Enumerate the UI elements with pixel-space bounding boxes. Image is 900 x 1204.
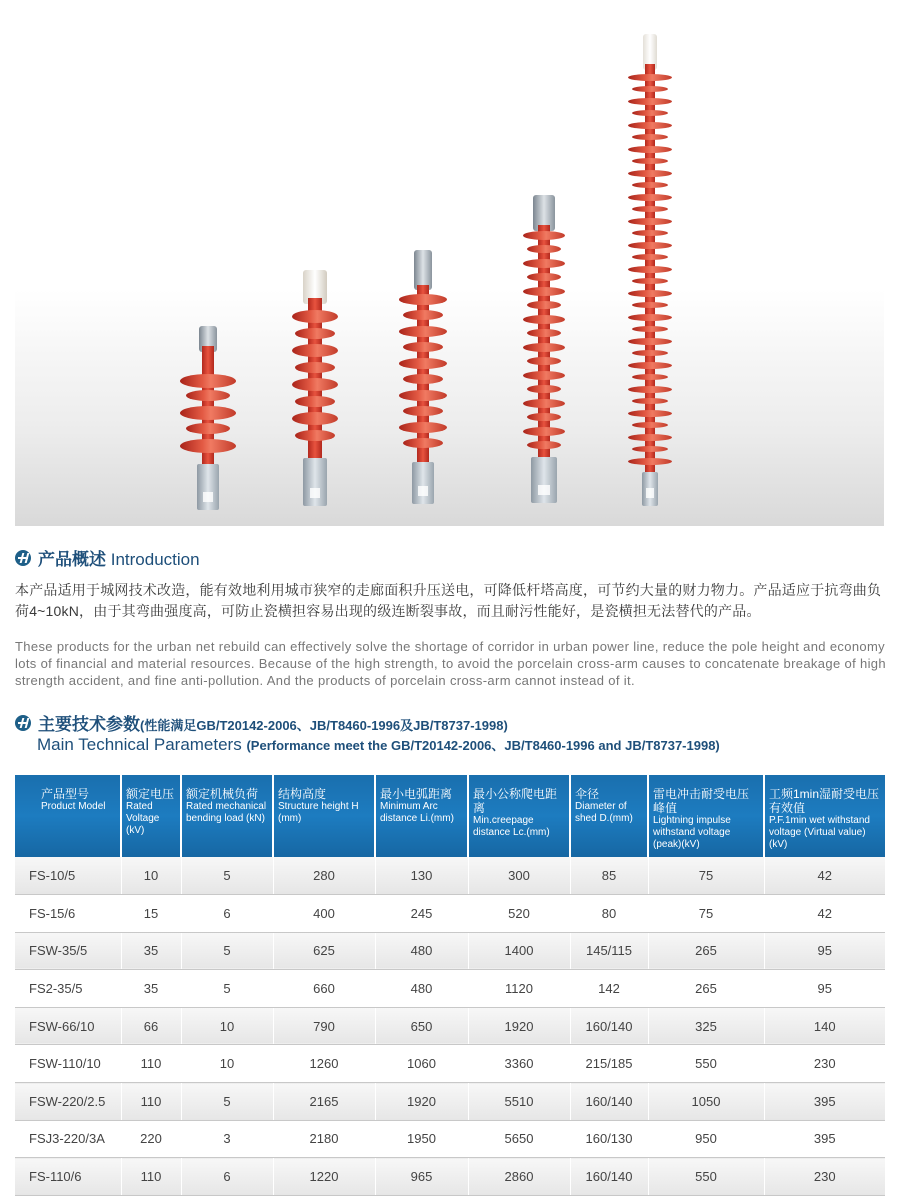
column-header [570,775,648,857]
intro-text-cn: 本产品适用于城网技术改造，能有效地利用城市狭窄的走廊面积升压送电，可降低杆塔高度，可节约大量的财力物力。产品适应于抗弯曲负荷4~10kN，由于其弯曲强度高，可防止瓷横担容易出现的级连断裂事故，而且耐污性能好，是瓷横担无法替代的产品。 [15,582,882,619]
table-row [15,932,885,970]
value-cell: 5510 [468,1083,570,1121]
value-cell: 325 [648,1007,764,1045]
value-cell: 35 [121,932,181,970]
value-cell: 1050 [648,1083,764,1121]
table-row [15,1158,885,1196]
column-header-cn: 伞径 [575,787,600,801]
wave-icon [15,715,31,731]
value-cell: 110 [121,1083,181,1121]
column-header-cn: 工频1min湿耐受电压有效值 [769,787,880,815]
intro-title-en: Introduction [110,550,200,569]
intro-heading [15,545,200,570]
column-header-en: Product Model [41,801,106,812]
value-cell: 245 [375,895,468,933]
column-header [468,775,570,857]
insulator-image [280,270,350,508]
value-cell: 160/140 [570,1083,648,1121]
value-cell: 35 [121,970,181,1008]
value-cell: 480 [375,932,468,970]
value-cell: 395 [764,1120,885,1158]
value-cell: 660 [273,970,375,1008]
table-row [15,1007,885,1045]
column-header-en: Minimum Arc distance Li.(mm) [380,801,454,824]
value-cell: 5 [181,1083,273,1121]
params-title-en: Main Technical Parameters [37,735,242,754]
column-header-cn: 最小公称爬电距离 [473,787,558,815]
value-cell: 215/185 [570,1045,648,1083]
model-cell: FSJ3-220/3A [15,1120,121,1158]
value-cell: 1120 [468,970,570,1008]
table-row [15,857,885,895]
value-cell: 42 [764,857,885,895]
value-cell: 5650 [468,1120,570,1158]
value-cell: 75 [648,895,764,933]
value-cell: 520 [468,895,570,933]
insulator-image [511,195,577,505]
value-cell: 550 [648,1158,764,1196]
value-cell: 6 [181,1158,273,1196]
model-cell: FSW-110/10 [15,1045,121,1083]
table-row [15,1120,885,1158]
value-cell: 10 [181,1007,273,1045]
value-cell: 1920 [375,1083,468,1121]
params-heading [15,710,508,735]
value-cell: 110 [121,1045,181,1083]
value-cell: 66 [121,1007,181,1045]
value-cell: 10 [121,857,181,895]
insulator-image [615,34,685,506]
value-cell: 1920 [468,1007,570,1045]
column-header [181,775,273,857]
column-header-en: Rated Voltage (kV) [126,801,160,836]
value-cell: 1060 [375,1045,468,1083]
value-cell: 5 [181,857,273,895]
column-header-cn: 最小电弧距离 [380,787,453,801]
table-row [15,1045,885,1083]
value-cell: 230 [764,1045,885,1083]
value-cell: 80 [570,895,648,933]
value-cell: 300 [468,857,570,895]
value-cell: 2860 [468,1158,570,1196]
table-row [15,970,885,1008]
insulator-image [390,250,456,505]
intro-title-cn: 产品概述 [38,550,106,569]
value-cell: 280 [273,857,375,895]
value-cell: 230 [764,1158,885,1196]
value-cell: 1950 [375,1120,468,1158]
model-cell: FSW-66/10 [15,1007,121,1045]
value-cell: 142 [570,970,648,1008]
value-cell: 1220 [273,1158,375,1196]
value-cell: 265 [648,970,764,1008]
column-header-cn: 产品型号 [41,787,90,801]
model-cell: FS-15/6 [15,895,121,933]
column-header-en: Structure height H (mm) [278,801,359,824]
value-cell: 145/115 [570,932,648,970]
product-photo [15,0,884,526]
params-title-cn: 主要技术参数 [38,715,140,734]
params-note-en: (Performance meet the GB/T20142-2006、JB/T8460-1996 and JB/T8737-1998) [246,738,720,753]
table-header-row [15,775,885,857]
value-cell: 480 [375,970,468,1008]
value-cell: 220 [121,1120,181,1158]
column-header [121,775,181,857]
value-cell: 130 [375,857,468,895]
model-cell: FS-110/6 [15,1158,121,1196]
value-cell: 140 [764,1007,885,1045]
params-note-cn: (性能满足GB/T20142-2006、JB/T8460-1996及JB/T8737-1998) [140,718,508,733]
value-cell: 75 [648,857,764,895]
column-header-en: Min.creepage distance Lc.(mm) [473,815,550,838]
value-cell: 160/130 [570,1120,648,1158]
value-cell: 2165 [273,1083,375,1121]
column-header [273,775,375,857]
column-header-cn: 额定电压 [126,787,175,801]
parameters-table [15,775,885,1196]
value-cell: 95 [764,970,885,1008]
table-row [15,1083,885,1121]
value-cell: 15 [121,895,181,933]
value-cell: 650 [375,1007,468,1045]
value-cell: 1400 [468,932,570,970]
column-header-cn: 结构高度 [278,787,327,801]
value-cell: 110 [121,1158,181,1196]
value-cell: 550 [648,1045,764,1083]
table-row [15,895,885,933]
value-cell: 400 [273,895,375,933]
model-cell: FSW-35/5 [15,932,121,970]
column-header [375,775,468,857]
value-cell: 790 [273,1007,375,1045]
column-header [764,775,885,857]
value-cell: 950 [648,1120,764,1158]
value-cell: 85 [570,857,648,895]
value-cell: 95 [764,932,885,970]
value-cell: 265 [648,932,764,970]
model-cell: FS2-35/5 [15,970,121,1008]
column-header [648,775,764,857]
value-cell: 1260 [273,1045,375,1083]
column-header [15,775,121,857]
value-cell: 160/140 [570,1007,648,1045]
value-cell: 5 [181,932,273,970]
column-header-en: Diameter of shed D.(mm) [575,801,633,824]
column-header-cn: 额定机械负荷 [186,787,259,801]
value-cell: 5 [181,970,273,1008]
value-cell: 6 [181,895,273,933]
column-header-en: P.F.1min wet withstand voltage (Virtual value)(kV) [769,815,870,850]
column-header-en: Rated mechanical bending load (kN) [186,801,267,824]
value-cell: 3 [181,1120,273,1158]
value-cell: 3360 [468,1045,570,1083]
params-subtitle [37,735,720,755]
column-header-cn: 雷电冲击耐受电压峰值 [653,787,750,815]
column-header-en: Lightning impulse withstand voltage (peak)(kV) [653,815,731,850]
value-cell: 10 [181,1045,273,1083]
table-body [15,857,885,1195]
value-cell: 965 [375,1158,468,1196]
value-cell: 2180 [273,1120,375,1158]
value-cell: 42 [764,895,885,933]
value-cell: 625 [273,932,375,970]
value-cell: 395 [764,1083,885,1121]
model-cell: FS-10/5 [15,857,121,895]
intro-text-en: These products for the urban net rebuild can effectively solve the shortage of corridor in urban power line, reduce the pole height and economy lots of financial and material resources. Because of the high strength, to avoid the porcelain cross-arm causes to concatenate breakage of high strength accident, and fine anti-pollution. And the products of porcelain cross-arm cannot instead of it. [15,639,886,688]
wave-icon [15,550,31,566]
value-cell: 160/140 [570,1158,648,1196]
insulator-image [173,326,243,511]
model-cell: FSW-220/2.5 [15,1083,121,1121]
